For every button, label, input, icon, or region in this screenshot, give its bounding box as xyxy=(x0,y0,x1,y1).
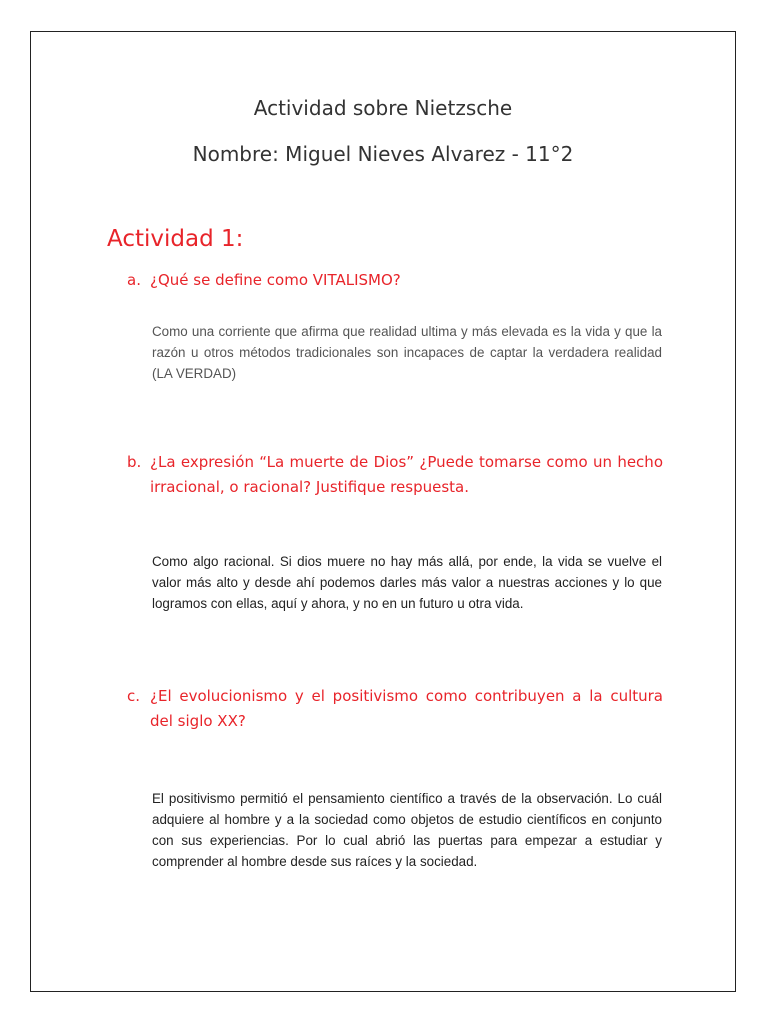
question-a-text: ¿Qué se define como VITALISMO? xyxy=(150,271,401,289)
question-c-text: ¿El evolucionismo y el positivismo como contribuyen a la cultura del siglo XX? xyxy=(150,687,663,730)
question-a-marker: a. xyxy=(127,271,141,289)
document-title: Actividad sobre Nietzsche xyxy=(253,96,513,120)
answer-c: El positivismo permitió el pensamiento científico a través de la observación. Lo cuál adquiere al hombre y a la sociedad como objetos de estudio científicos en conjunto con sus experiencias. Por lo cual abrió las puertas para empezar a estudiar y comprender al hombre desde sus raíces y la sociedad. xyxy=(152,791,662,869)
document-page xyxy=(30,31,736,992)
question-a xyxy=(127,268,663,293)
question-b-marker: b. xyxy=(127,453,142,471)
question-b xyxy=(127,450,663,500)
answer-a: Como una corriente que afirma que realidad ultima y más elevada es la vida y que la razón u otros métodos tradicionales son incapaces de captar la verdadera realidad (LA VERDAD) xyxy=(152,324,662,381)
student-name-line: Nombre: Miguel Nieves Alvarez - 11°2 xyxy=(192,142,574,166)
question-c xyxy=(127,684,663,734)
answer-b: Como algo racional. Si dios muere no hay más allá, por ende, la vida se vuelve el valor más alto y desde ahí podemos darles más valor a nuestras acciones y lo que logramos con ellas, aquí y ahora, y no en un futuro u otra vida. xyxy=(152,554,662,611)
question-c-marker: c. xyxy=(127,687,141,705)
activity-heading: Actividad 1: xyxy=(107,226,244,252)
question-b-text: ¿La expresión “La muerte de Dios” ¿Puede tomarse como un hecho irracional, o racional? Justifique respuesta. xyxy=(150,453,663,496)
